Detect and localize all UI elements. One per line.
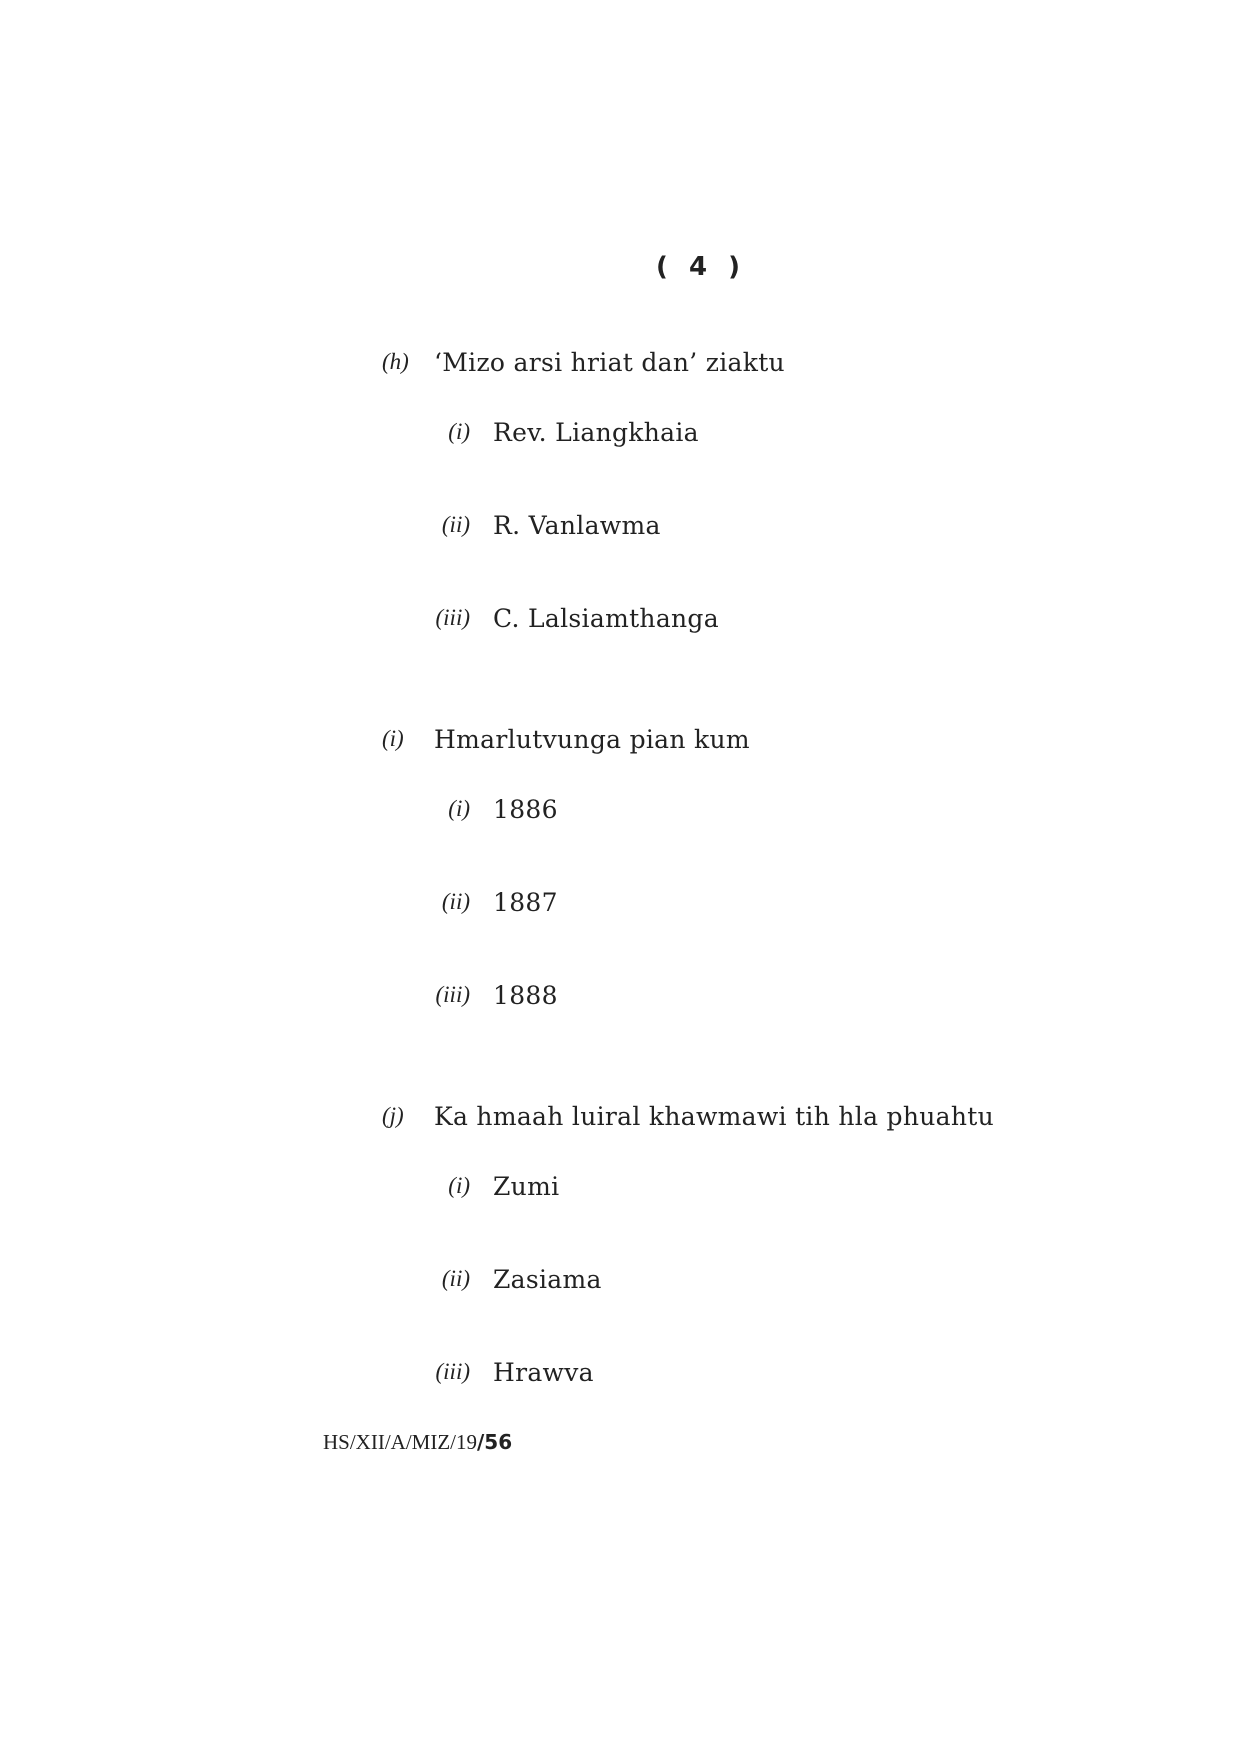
option-label: (iii) xyxy=(435,982,470,1007)
paper-code-text: HS/XII/A/MIZ/19 xyxy=(323,1430,477,1454)
option-label: (ii) xyxy=(441,889,470,914)
option-label: (i) xyxy=(448,1173,470,1198)
question-text: ‘Mizo arsi hriat dan’ ziaktu xyxy=(434,348,785,377)
paper-code-suffix: /56 xyxy=(477,1430,513,1454)
option-text: 1888 xyxy=(493,981,558,1010)
option-text: 1887 xyxy=(493,888,558,917)
option-text: Rev. Liangkhaia xyxy=(493,418,699,447)
question-text: Ka hmaah luiral khawmawi tih hla phuahtu xyxy=(434,1102,994,1131)
option-text: C. Lalsiamthanga xyxy=(493,604,719,633)
page-number: ( 4 ) xyxy=(656,252,746,282)
option-text: 1886 xyxy=(493,795,558,824)
question-label: (i) xyxy=(382,726,404,751)
option-label: (i) xyxy=(448,796,470,821)
option-text: Zasiama xyxy=(493,1265,602,1294)
option-label: (iii) xyxy=(435,605,470,630)
question-label: (h) xyxy=(382,349,409,374)
option-label: (iii) xyxy=(435,1359,470,1384)
option-text: R. Vanlawma xyxy=(493,511,661,540)
option-label: (ii) xyxy=(441,1266,470,1291)
question-text: Hmarlutvunga pian kum xyxy=(434,725,750,754)
question-label: (j) xyxy=(382,1103,404,1128)
option-label: (i) xyxy=(448,419,470,444)
option-text: Hrawva xyxy=(493,1358,594,1387)
paper-code xyxy=(323,1430,512,1455)
option-text: Zumi xyxy=(493,1172,560,1201)
option-label: (ii) xyxy=(441,512,470,537)
